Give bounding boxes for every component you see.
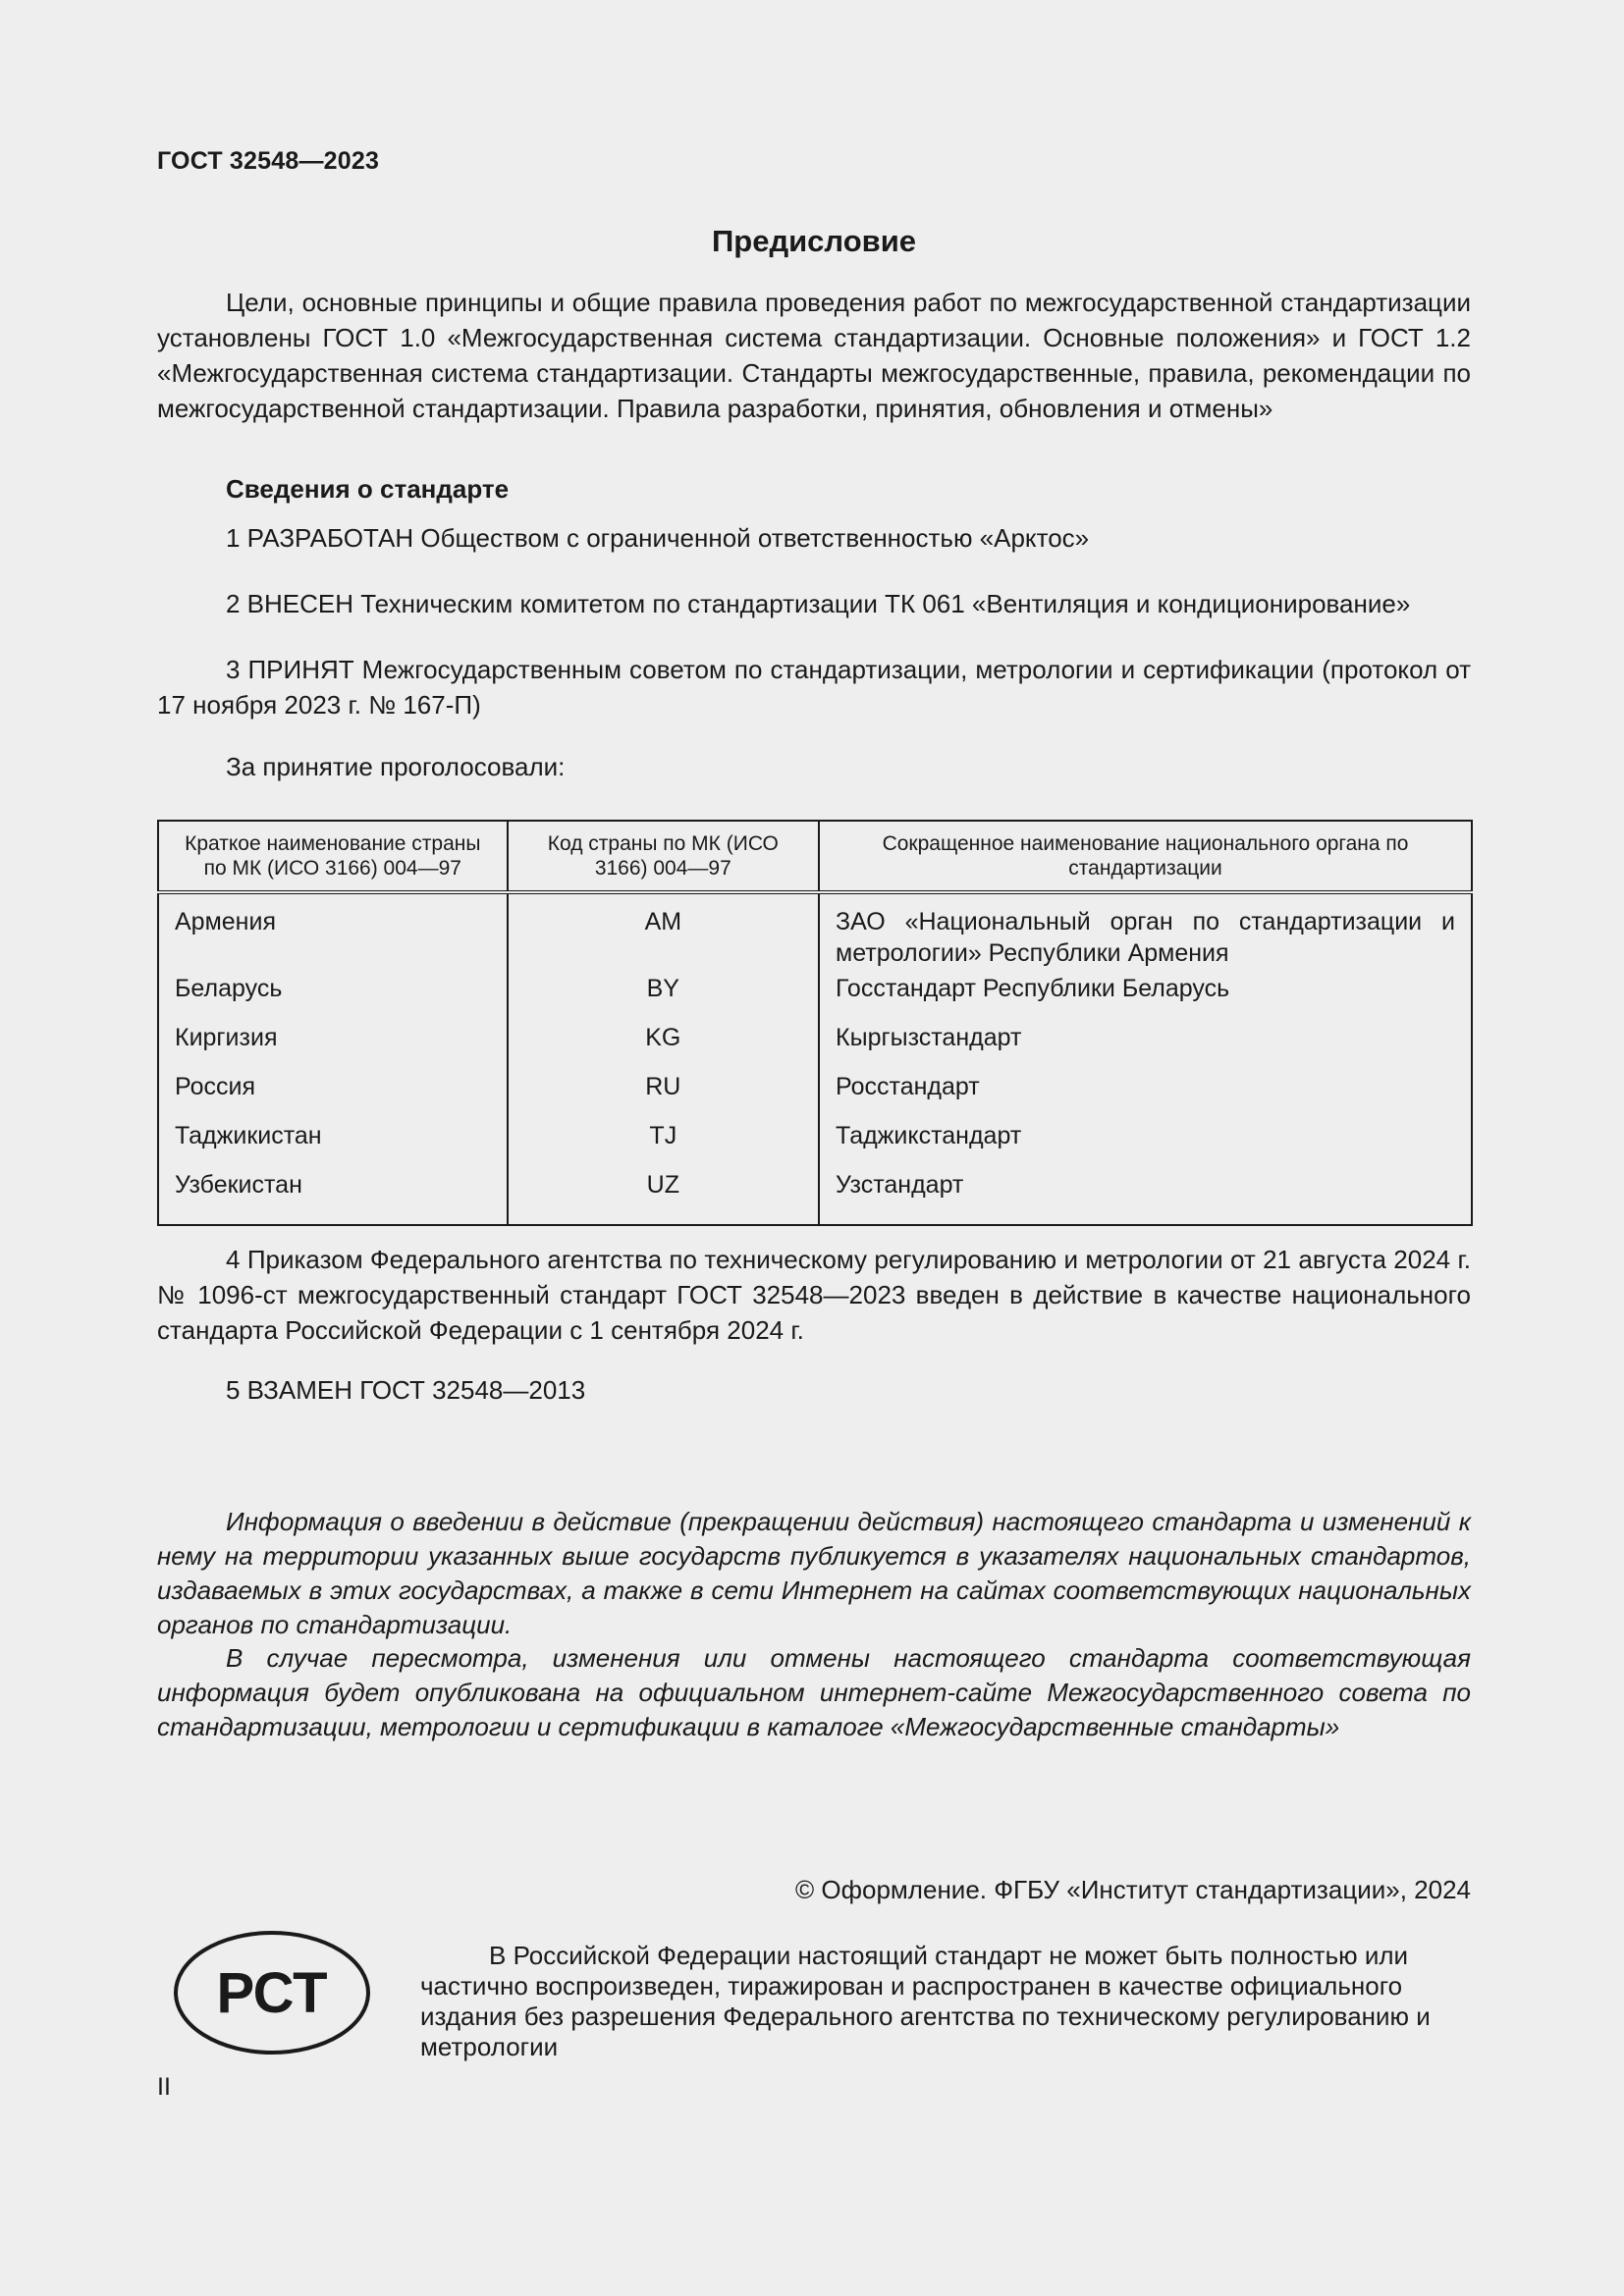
logo-lettering: РСТ [216, 1961, 328, 2025]
standards-body: Госстандарт Республики Беларусь [819, 973, 1472, 1022]
country-name: Киргизия [175, 1024, 278, 1051]
item-developed: 1 РАЗРАБОТАН Обществом с ограниченной ответственностью «Арктос» [226, 523, 1090, 553]
country-code: UZ [508, 1169, 819, 1225]
page-title: Предисловие [711, 224, 916, 258]
standards-body: Кыргызстандарт [819, 1022, 1472, 1071]
standards-body: Таджикстандарт [819, 1120, 1472, 1169]
pct-certification-mark-icon [173, 1930, 371, 2056]
standards-body: Узстандарт [819, 1169, 1472, 1225]
info-heading: Сведения о стандарте [226, 474, 510, 504]
header-country-code: Код страны по МК (ИСО 3166) 004—97 [508, 821, 819, 892]
header-standards-body: Сокращенное наименование национального органа по стандартизации [819, 821, 1472, 892]
table-row [158, 1120, 1472, 1169]
voting-countries-table [157, 820, 1473, 1226]
country-name: Россия [175, 1073, 255, 1100]
table-header-row [158, 821, 1472, 892]
country-code: RU [508, 1071, 819, 1120]
item-order: 4 Приказом Федерального агентства по техническому регулированию и метрологии от 21 августа 2024 г. № 1096-ст межгосударственный стандарт ГОСТ 32548—2023 введен в действие в качестве национального стандарта Российской Федерации с 1 сентября 2024 г. [157, 1245, 1471, 1345]
table-row [158, 892, 1472, 973]
header-country-name: Краткое наименование страны по МК (ИСО 3166) 004—97 [158, 821, 508, 892]
standard-id-header: ГОСТ 32548—2023 [157, 147, 380, 175]
item-replaces: 5 ВЗАМЕН ГОСТ 32548—2013 [226, 1375, 586, 1405]
standards-body: ЗАО «Национальный орган по стандартизации и метрологии» Республики Армения [819, 892, 1472, 973]
table-row [158, 1071, 1472, 1120]
copy-restriction-notice: В Российской Федерации настоящий стандарт не может быть полностью или частично воспроизведен, тиражирован и распространен в качестве официального издания без разрешения Федерального агентства по техническому регулированию и метрологии [420, 1941, 1431, 2061]
copyright-line: © Оформление. ФГБУ «Институт стандартизации», 2024 [795, 1875, 1471, 1904]
country-name: Беларусь [175, 975, 283, 1002]
table-row [158, 1022, 1472, 1071]
country-name: Таджикистан [175, 1122, 322, 1149]
intro-paragraph: Цели, основные принципы и общие правила проведения работ по межгосударственной стандартизации установлены ГОСТ 1.0 «Межгосударственная система стандартизации. Основные положения» и ГОСТ 1.2 «Межгосударственная система стандартизации. Стандарты межгосударственные, правила, рекомендации по межгосударственной стандартизации. Правила разработки, принятия, обновления и отмены» [157, 288, 1471, 423]
page-number: II [157, 2073, 171, 2101]
table-row [158, 973, 1472, 1022]
country-code: BY [508, 973, 819, 1022]
country-code: AM [508, 892, 819, 973]
table-row [158, 1169, 1472, 1225]
standards-body: Росстандарт [819, 1071, 1472, 1120]
info-notice-revision: В случае пересмотра, изменения или отмены настоящего стандарта соответствующая информация будет опубликована на официальном интернет-сайте Межгосударственного совета по стандартизации, метрологии и сертификации в каталоге «Межгосударственные стандарты» [157, 1643, 1471, 1741]
country-name: Узбекистан [175, 1171, 302, 1199]
item-voted: За принятие проголосовали: [226, 752, 566, 781]
item-adopted: 3 ПРИНЯТ Межгосударственным советом по стандартизации, метрологии и сертификации (протокол от 17 ноября 2023 г. № 167-П) [157, 655, 1471, 720]
country-code: KG [508, 1022, 819, 1071]
item-introduced: 2 ВНЕСЕН Техническим комитетом по стандартизации ТК 061 «Вентиляция и кондиционирование» [226, 589, 1411, 618]
info-notice-enactment: Информация о введении в действие (прекращении действия) настоящего стандарта и изменений к нему на территории указанных выше государств публикуется в указателях национальных стандартов, издаваемых в этих государствах, а также в сети Интернет на сайтах соответствующих национальных органов по стандартизации. [157, 1507, 1471, 1639]
country-code: TJ [508, 1120, 819, 1169]
country-name: Армения [175, 908, 276, 935]
